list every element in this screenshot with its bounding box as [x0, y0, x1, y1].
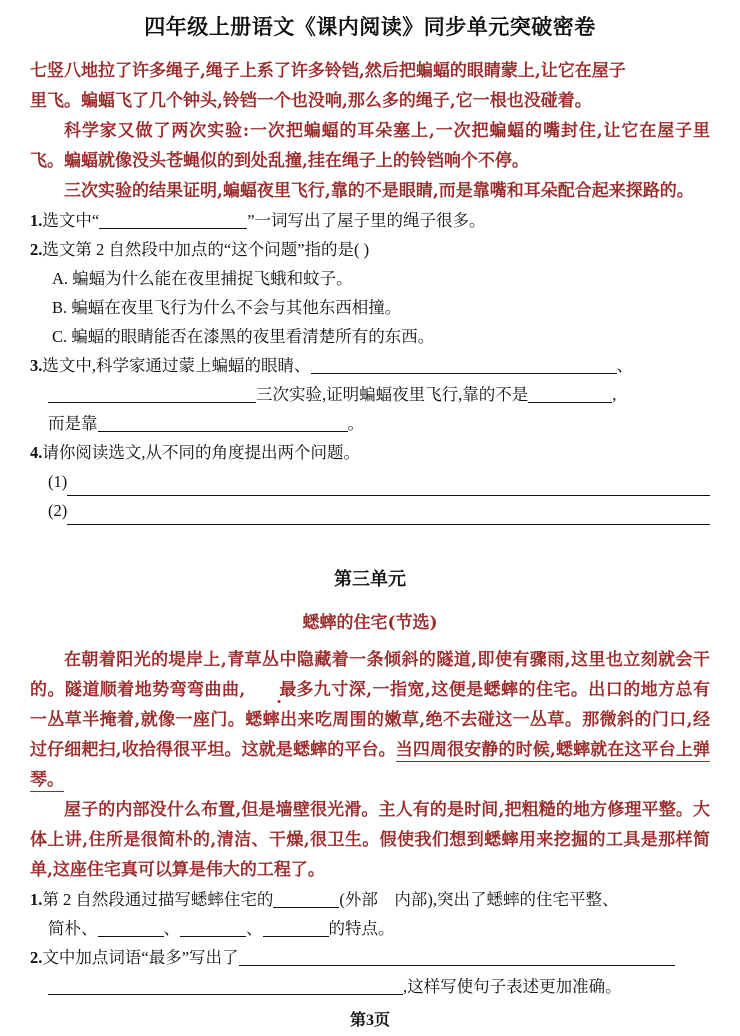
question-2-option-b[interactable]: B. 蝙蝠在夜里飞行为什么不会与其他东西相撞。	[52, 298, 402, 317]
passage-bat-paragraph-2: 科学家又做了两次实验:一次把蝙蝠的耳朵塞上,一次把蝙蝠的嘴封住,让它在屋子里飞。蝙蝠就像没头苍蝇似的到处乱撞,挂在绳子上的铃铛响个不停。	[30, 121, 710, 171]
question-3-mid: 三次实验,证明蝙蝠夜里飞行,靠的不是	[256, 385, 529, 404]
emphasis-text: 最多	[279, 680, 314, 700]
question-1	[30, 206, 710, 235]
answer-blank-q3-3[interactable]	[528, 385, 612, 403]
section-gap	[30, 525, 710, 565]
section2-question-2-line-2	[30, 972, 710, 1001]
passage-bat-paragraph-3: 三次实验的结果证明,蝙蝠夜里飞行,靠的不是眼睛,而是靠嘴和耳朵配合起来探路的。	[64, 181, 694, 201]
question-2-number: 2.	[30, 240, 43, 259]
question-3-prefix: 选文中,科学家通过蒙上蝙蝠的眼睛、	[42, 356, 311, 375]
section2-question-1-line-1	[30, 885, 710, 914]
question-1-prefix: 选文中“	[42, 211, 100, 230]
passage-cricket-paragraph-1	[30, 645, 710, 795]
question-4-sub-1	[30, 467, 710, 496]
question-3-line-1	[30, 351, 710, 380]
answer-blank-q1[interactable]	[99, 211, 247, 229]
worksheet-page	[0, 12, 740, 1036]
section2-question-1-line-2	[30, 914, 710, 943]
question-4	[30, 438, 710, 467]
question-3-line3-suffix: 。	[347, 414, 364, 433]
question-4-sub-2	[30, 496, 710, 525]
article-gap	[30, 637, 710, 645]
question-3-number: 3.	[30, 356, 43, 375]
underlined-sentence: 当四周很安静的时候,蟋蟀就在这平台上弹琴。	[30, 740, 711, 790]
question-3-line2-suffix: ,	[612, 385, 617, 404]
answer-blank-q3-2[interactable]	[48, 385, 256, 403]
passage-cricket-part-2: 九寸深,一指宽,这便是蟋蟀的住宅。出口的地方总有一丛草半掩着,就像一座门。蟋蟀出来吃周围的嫩草,绝不去碰这一丛草。那微斜的门口,经过仔细耙扫,收拾得很平坦。这就是蟋蟀的平台。	[30, 680, 711, 760]
passage-cricket-paragraph-2: 屋子的内部没什么布置,但是墙壁很光滑。主人有的是时间,把粗糙的地方修理平整。大体上讲,住所是很简朴的,清洁、干燥,很卫生。假使我们想到蟋蟀用来挖掘的工具是那样简单,这座住宅真可以算是伟大的工程了。	[30, 800, 710, 880]
answer-blank-s2q1-1[interactable]	[273, 890, 339, 908]
section2-question-1-mid: (外部 内部),突出了蟋蟀的住宅平整、	[339, 890, 619, 909]
section2-question-2-prefix: 文中加点词语“最多”写出了	[42, 948, 239, 967]
answer-blank-s2q1-3[interactable]	[180, 919, 246, 937]
unit-heading: 第三单元	[334, 569, 406, 589]
passage-bat-line2: 里飞。蝙蝠飞了几个钟头,铃铛一个也没响,那么多的绳子,它一根也没碰着。	[30, 91, 592, 111]
question-4-sub-2-label: (2)	[48, 501, 68, 520]
heading-gap	[30, 593, 710, 609]
section2-question-1-sep-1: 、	[163, 919, 180, 938]
question-3-line-3	[30, 409, 710, 438]
section2-question-1-sep-2: 、	[246, 919, 263, 938]
question-3-line1-suffix: 、	[616, 356, 633, 375]
question-4-sub-1-label: (1)	[48, 472, 68, 491]
question-1-suffix: ”一词写出了屋子里的绳子很多。	[247, 211, 486, 230]
question-2-option-c[interactable]: C. 蝙蝠的眼睛能否在漆黑的夜里看清楚所有的东西。	[52, 327, 435, 346]
section2-question-2-line-1	[30, 943, 710, 972]
question-3-line3-prefix: 而是靠	[48, 414, 98, 433]
answer-blank-q3-4[interactable]	[98, 414, 348, 432]
answer-blank-s2q1-2[interactable]	[98, 919, 164, 937]
answer-blank-s2q2-2[interactable]	[48, 977, 403, 995]
section2-question-1-line2-suffix: 的特点。	[328, 919, 395, 938]
article-heading: 蟋蟀的住宅(节选)	[302, 613, 438, 633]
question-4-number: 4.	[30, 443, 43, 462]
section2-question-2-number: 2.	[30, 948, 43, 967]
passage-bat-line1: 七竖八地拉了许多绳子,绳子上系了许多铃铛,然后把蝙蝠的眼睛蒙上,让它在屋子	[30, 61, 626, 81]
section2-question-2-suffix: ,这样写使句子表述更加准确。	[403, 977, 622, 996]
answer-blank-s2q2-1[interactable]	[239, 948, 675, 966]
section2-question-1-number: 1.	[30, 890, 43, 909]
question-2-text: 选文第 2 自然段中加点的“这个问题”指的是( )	[42, 240, 370, 259]
question-3-line-2	[30, 380, 710, 409]
answer-blank-q4-2[interactable]	[67, 504, 710, 525]
question-2-option-a[interactable]: A. 蝙蝠为什么能在夜里捕捉飞蛾和蚊子。	[52, 269, 353, 288]
footer-gap	[30, 1001, 710, 1009]
answer-blank-q4-1[interactable]	[67, 475, 710, 496]
page-footer: 第3页	[349, 1012, 390, 1029]
page-title: 四年级上册语文《课内阅读》同步单元突破密卷	[144, 15, 596, 39]
emphasis-dot-mark	[245, 675, 313, 705]
answer-blank-q3-1[interactable]	[311, 356, 617, 374]
section2-question-1-line2-prefix: 简朴、	[48, 919, 98, 938]
passage-cricket-part-1: 在朝着阳光的堤岸上,青草丛中隐藏着一条倾斜的隧道,即使有骤雨,这里也立刻就会干的。隧道顺着地势弯弯曲曲,	[30, 650, 710, 700]
question-2	[30, 235, 710, 264]
section2-question-1-prefix: 第 2 自然段通过描写蟋蟀住宅的	[42, 890, 274, 909]
question-4-text: 请你阅读选文,从不同的角度提出两个问题。	[42, 443, 360, 462]
answer-blank-s2q1-4[interactable]	[263, 919, 329, 937]
question-1-number: 1.	[30, 211, 43, 230]
